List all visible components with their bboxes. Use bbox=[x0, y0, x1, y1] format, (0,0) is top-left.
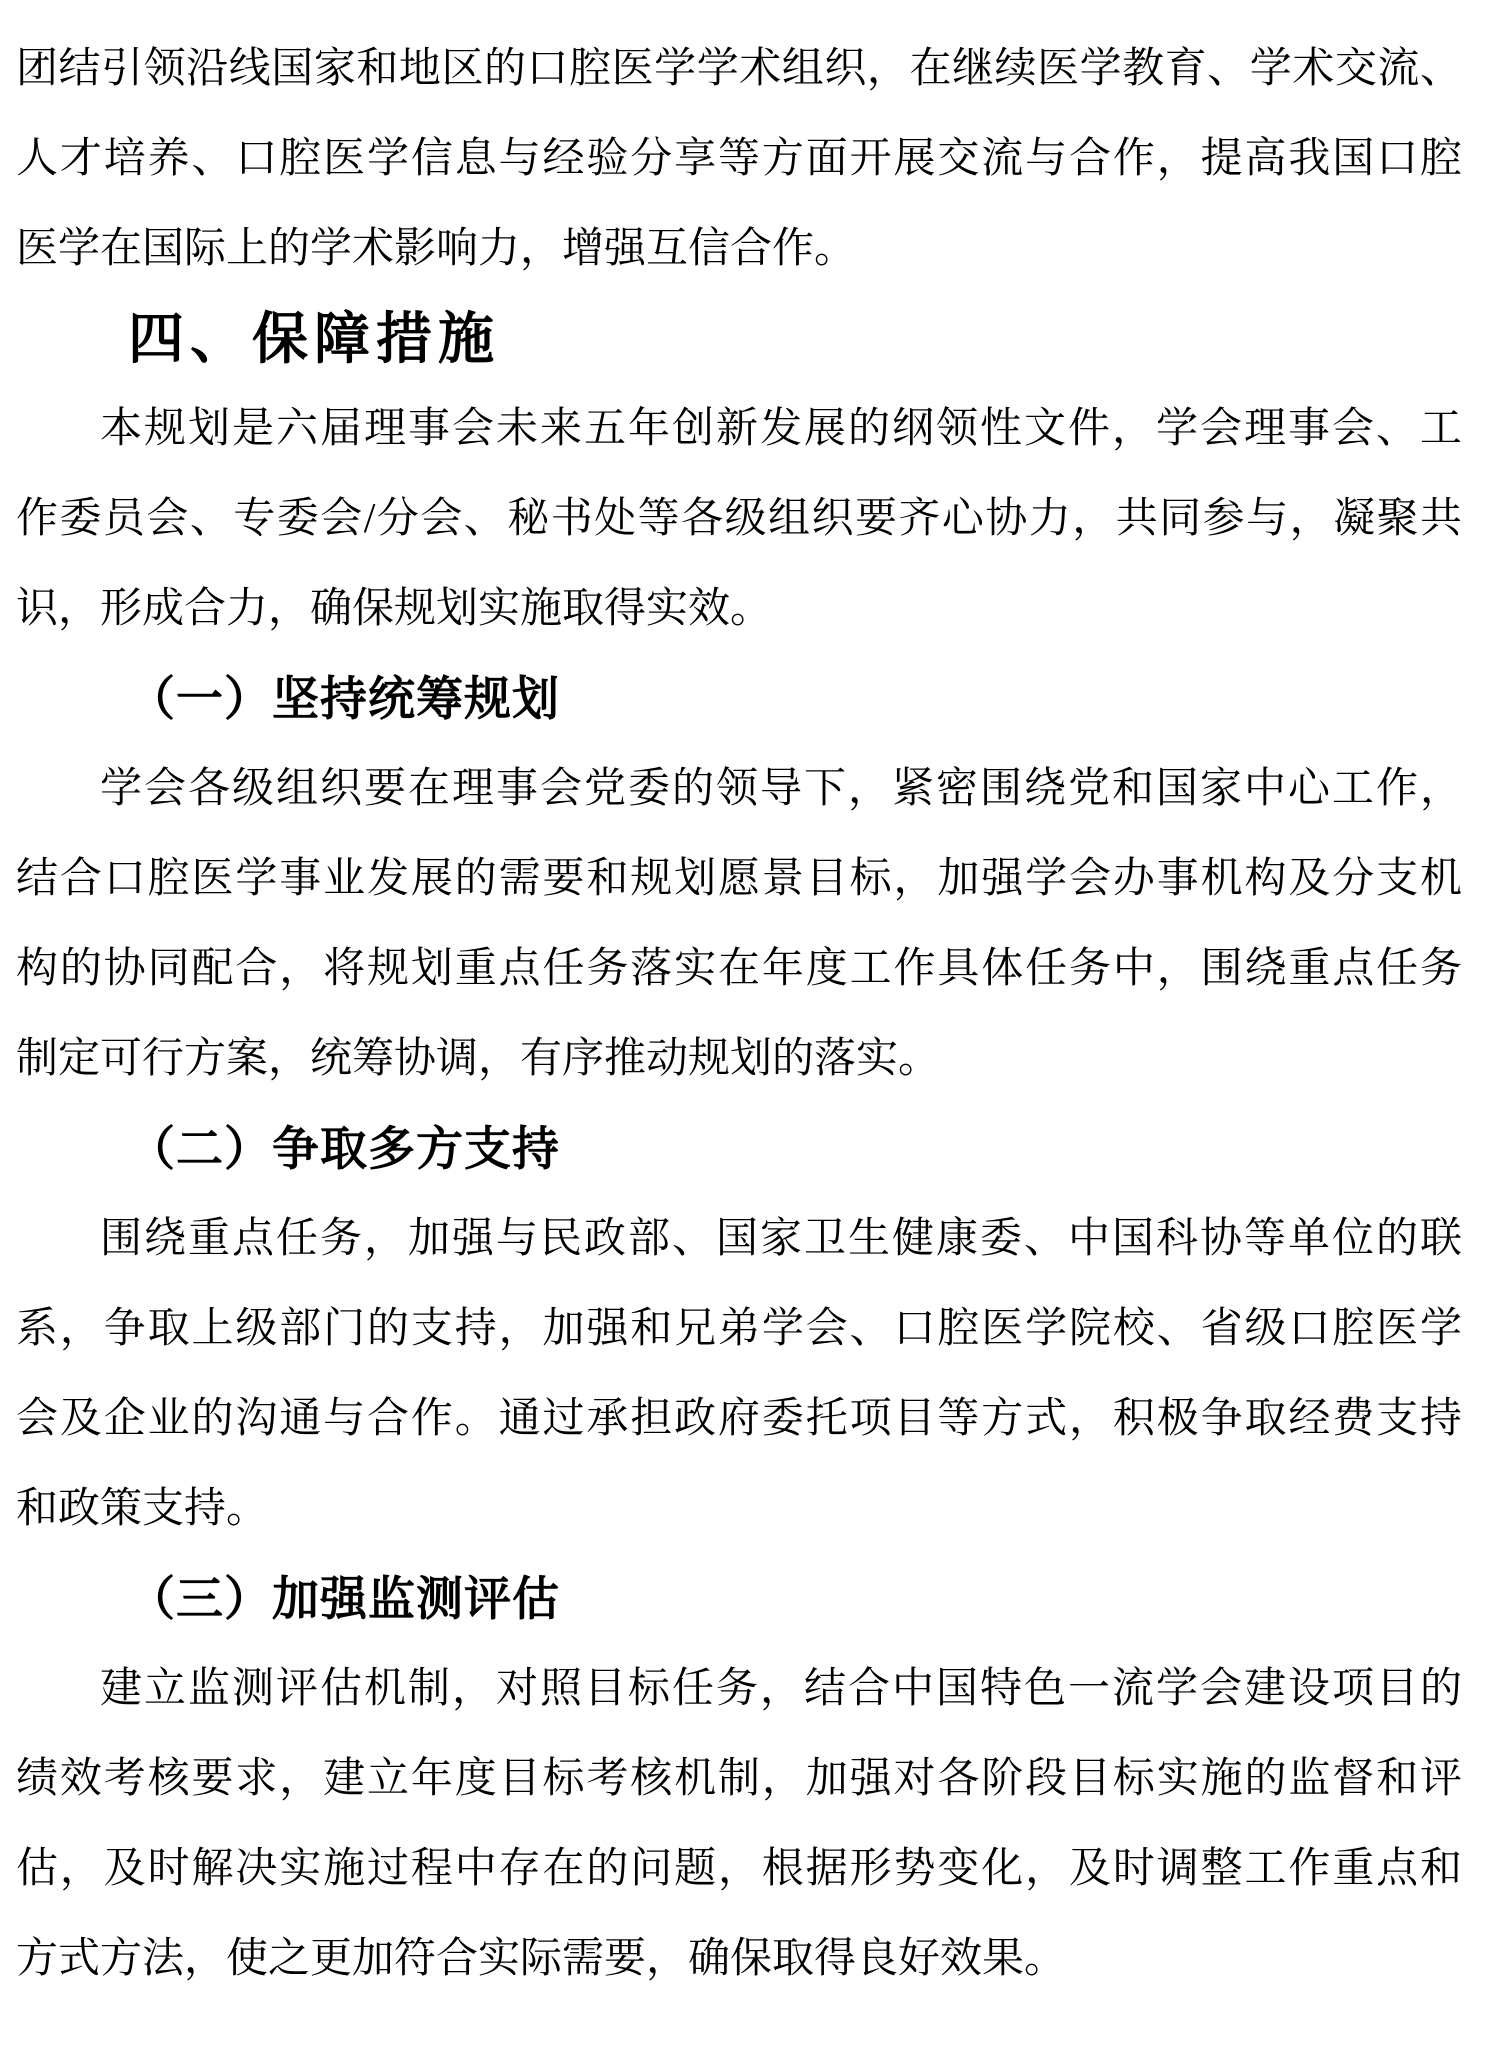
paragraph bbox=[16, 24, 1462, 294]
text-line: 会及企业的沟通与合作。通过承担政府委托项目等方式，积极争取经费支持 bbox=[16, 1396, 1462, 1442]
document-content bbox=[16, 24, 1462, 2004]
text-line: 本规划是六届理事会未来五年创新发展的纲领性文件，学会理事会、工 bbox=[100, 406, 1462, 452]
section-heading bbox=[16, 654, 1462, 744]
text-line: 学会各级组织要在理事会党委的领导下，紧密围绕党和国家中心工作， bbox=[100, 766, 1462, 812]
text-line: 构的协同配合，将规划重点任务落实在年度工作具体任务中，围绕重点任务 bbox=[16, 946, 1462, 992]
text-line: 制定可行方案，统筹协调，有序推动规划的落实。 bbox=[16, 1036, 941, 1082]
text-line: 识，形成合力，确保规划实施取得实效。 bbox=[16, 586, 773, 632]
text-line: 结合口腔医学事业发展的需要和规划愿景目标，加强学会办事机构及分支机 bbox=[16, 856, 1462, 902]
paragraph bbox=[16, 1194, 1462, 1554]
section-heading bbox=[16, 1104, 1462, 1194]
text-line: 作委员会、专委会/分会、秘书处等各级组织要齐心协力，共同参与，凝聚共 bbox=[16, 496, 1462, 542]
text-line: 医学在国际上的学术影响力，增强互信合作。 bbox=[16, 226, 857, 272]
heading-text: （一）坚持统筹规划 bbox=[128, 672, 560, 725]
section-heading bbox=[16, 294, 1462, 384]
text-line: 绩效考核要求，建立年度目标考核机制，加强对各阶段目标实施的监督和评 bbox=[16, 1756, 1462, 1802]
section-heading bbox=[16, 1554, 1462, 1644]
paragraph bbox=[16, 1644, 1462, 2004]
text-line: 团结引领沿线国家和地区的口腔医学学术组织，在继续医学教育、学术交流、 bbox=[16, 46, 1462, 92]
text-line: 估，及时解决实施过程中存在的问题，根据形势变化，及时调整工作重点和 bbox=[16, 1846, 1462, 1892]
text-line: 方式方法，使之更加符合实际需要，确保取得良好效果。 bbox=[16, 1936, 1067, 1982]
text-line: 和政策支持。 bbox=[16, 1486, 269, 1532]
paragraph bbox=[16, 744, 1462, 1104]
text-line: 系，争取上级部门的支持，加强和兄弟学会、口腔医学院校、省级口腔医学 bbox=[16, 1306, 1462, 1352]
text-line: 围绕重点任务，加强与民政部、国家卫生健康委、中国科协等单位的联 bbox=[100, 1216, 1462, 1262]
text-line: 建立监测评估机制，对照目标任务，结合中国特色一流学会建设项目的 bbox=[100, 1666, 1462, 1712]
paragraph bbox=[16, 384, 1462, 654]
heading-text: （三）加强监测评估 bbox=[128, 1572, 560, 1625]
heading-text: 四、保障措施 bbox=[128, 307, 500, 370]
text-line: 人才培养、口腔医学信息与经验分享等方面开展交流与合作，提高我国口腔 bbox=[16, 136, 1462, 182]
heading-text: （二）争取多方支持 bbox=[128, 1122, 560, 1175]
